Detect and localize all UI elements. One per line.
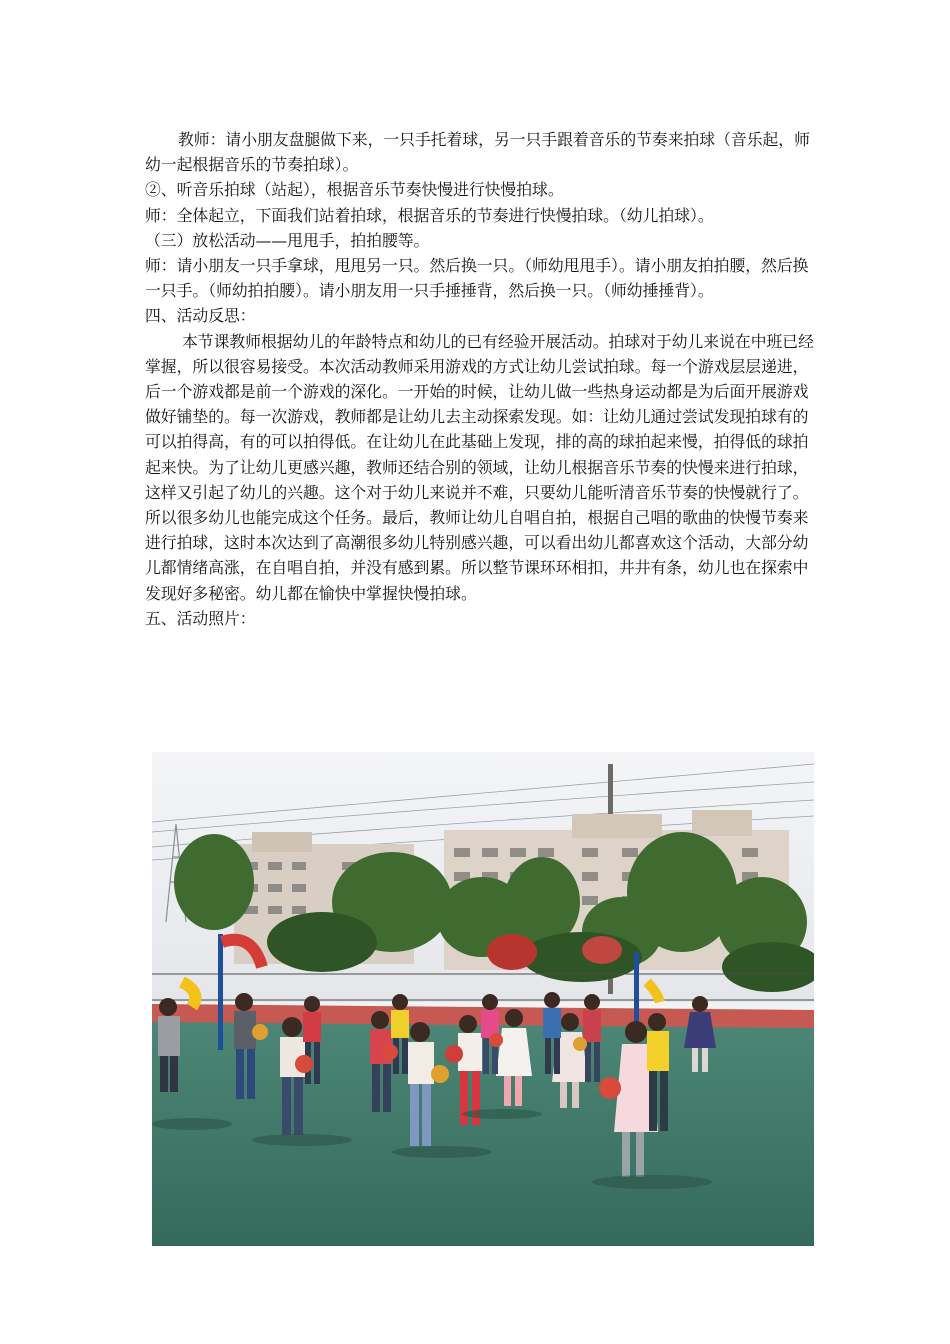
- paragraph-stand-up: 师：全体起立，下面我们站着拍球，根据音乐的节奏进行快慢拍球。（幼儿拍球）。: [145, 205, 714, 225]
- paragraph-relax-heading: （三）放松活动——甩甩手，拍拍腰等。: [145, 230, 430, 250]
- paragraph-teacher-instruction: 教师：请小朋友盘腿做下来，一只手托着球，另一只手跟着音乐的节奏来拍球（音乐起，师幼一起根据音乐的节奏拍球）。: [145, 130, 810, 175]
- paragraph-relax-detail: 师：请小朋友一只手拿球，甩甩另一只。然后换一只。（师幼甩甩手）。请小朋友拍拍腰，然后换一只手。（师幼拍拍腰）。请小朋友用一只手捶捶背，然后换一只。（师幼捶捶背）。: [145, 256, 809, 301]
- paragraph-step-two: ②、听音乐拍球（站起），根据音乐节奏快慢进行快慢拍球。: [145, 180, 564, 200]
- activity-photo: [152, 752, 814, 1246]
- paragraph-reflection: 本节课教师根据幼儿的年龄特点和幼儿的已有经验开展活动。拍球对于幼儿来说在中班已经掌握，所以很容易接受。本次活动教师采用游戏的方式让幼儿尝试拍球。每一个游戏层层递进，后一个游戏都是前一个游戏的深化。一开始的时候，让幼儿做一些热身运动都是为后面开展游戏做好铺垫的。每一次游戏，教师都是让幼儿去主动探索发现。如：让幼儿通过尝试发现拍球有的可以拍得高，有的可以拍得低。在让幼儿在此基础上发现，排的高的球拍起来慢，拍得低的球拍起来快。为了让幼儿更感兴趣，教师还结合别的领域，让幼儿根据音乐节奏的快慢来进行拍球，这样又引起了幼儿的兴趣。这个对于幼儿来说并不难，只要幼儿能听清音乐节奏的快慢就行了。所以很多幼儿也能完成这个任务。最后，教师让幼儿自唱自拍，根据自己唱的歌曲的快慢节奏来进行拍球，这时本次达到了高潮很多幼儿特别感兴趣，可以看出幼儿都喜欢这个活动，大部分幼儿都情绪高涨，在自唱自拍，并没有感到累。所以整节课环环相扣，井井有条，幼儿也在探索中发现好多秘密。幼儿都在愉快中掌握快慢拍球。: [145, 331, 814, 603]
- activity-photo-illustration: [152, 752, 814, 1246]
- document-body: [145, 127, 815, 631]
- section-heading-photos: 五、活动照片：: [145, 608, 256, 628]
- section-heading-reflection: 四、活动反思：: [145, 306, 256, 326]
